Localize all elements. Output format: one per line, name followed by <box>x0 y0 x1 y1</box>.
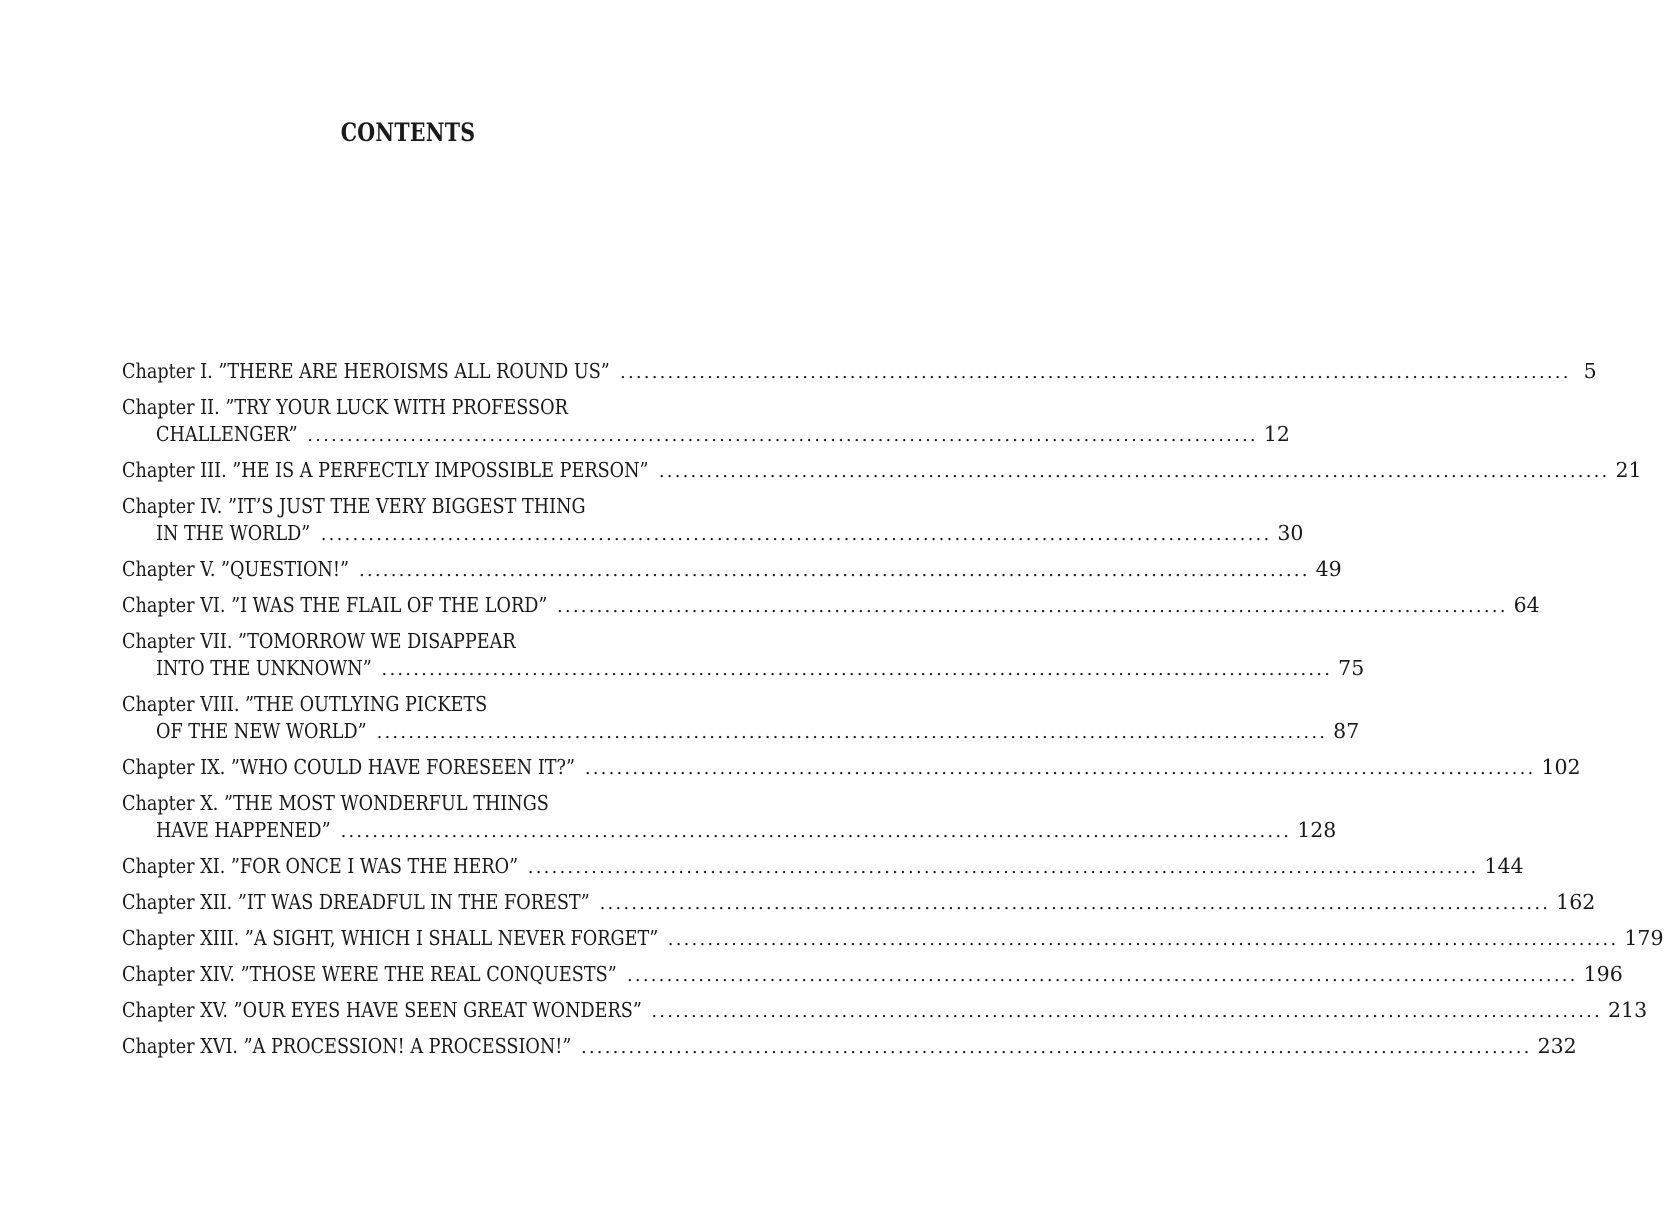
page-number: 102 <box>1541 755 1581 779</box>
chapter-title: Chapter XII. ”IT WAS DREADFUL IN THE FOREST” <box>122 890 590 914</box>
toc-entry[interactable] <box>122 592 1540 619</box>
dot-leader: ........................................................................................................................ <box>584 758 1536 779</box>
dot-leader: ........................................................................................................................ <box>376 722 1328 743</box>
toc-title-line <box>122 961 1623 988</box>
toc-title-line <box>122 925 1664 952</box>
chapter-title-continued: OF THE NEW WORLD” <box>156 719 367 743</box>
page-number: 49 <box>1315 557 1342 581</box>
toc-title-continuation <box>122 718 1360 745</box>
toc-title-line <box>122 394 696 421</box>
toc-title-line <box>122 628 696 655</box>
toc-title-line <box>122 493 696 520</box>
toc-title-continuation <box>122 817 1337 844</box>
page-number: 162 <box>1556 890 1596 914</box>
toc-title-line <box>122 691 696 718</box>
chapter-title: Chapter I. ”THERE ARE HEROISMS ALL ROUND US” <box>122 359 610 383</box>
toc-title-line <box>122 853 1524 880</box>
toc-entry[interactable] <box>122 556 1342 583</box>
toc-title-continuation <box>122 520 1304 547</box>
chapter-title: Chapter XVI. ”A PROCESSION! A PROCESSION!” <box>122 1034 572 1058</box>
chapter-title: Chapter IV. ”IT’S JUST THE VERY BIGGEST THING <box>122 494 586 518</box>
page-number: 75 <box>1338 656 1365 680</box>
toc-entry[interactable] <box>122 691 1360 745</box>
toc-entry[interactable] <box>122 394 1290 448</box>
toc-title-line <box>122 556 1342 583</box>
page-number: 128 <box>1297 818 1337 842</box>
dot-leader: ........................................................................................................................ <box>320 524 1272 545</box>
chapter-title: Chapter VII. ”TOMORROW WE DISAPPEAR <box>122 629 516 653</box>
toc-title-line <box>122 457 1642 484</box>
toc-entry[interactable] <box>122 457 1642 484</box>
toc-entry[interactable] <box>122 358 1597 385</box>
page-number: 232 <box>1537 1034 1577 1058</box>
table-of-contents <box>122 358 1664 1069</box>
page-title: CONTENTS <box>340 117 476 147</box>
dot-leader: ........................................................................................................................ <box>527 857 1479 878</box>
dot-leader: ........................................................................................................................ <box>359 560 1310 581</box>
chapter-title: Chapter XI. ”FOR ONCE I WAS THE HERO” <box>122 854 519 878</box>
toc-entry[interactable] <box>122 997 1648 1024</box>
toc-title-line <box>122 889 1596 916</box>
toc-entry[interactable] <box>122 853 1524 880</box>
toc-entry[interactable] <box>122 754 1581 781</box>
page-number: 144 <box>1484 854 1524 878</box>
dot-leader: ........................................................................................................................ <box>340 821 1292 842</box>
toc-title-line <box>122 790 696 817</box>
toc-entry[interactable] <box>122 889 1596 916</box>
page-number: 87 <box>1333 719 1360 743</box>
chapter-title-continued: INTO THE UNKNOWN” <box>156 656 372 680</box>
chapter-title: Chapter XV. ”OUR EYES HAVE SEEN GREAT WONDERS” <box>122 998 642 1022</box>
toc-entry[interactable] <box>122 925 1664 952</box>
chapter-title: Chapter III. ”HE IS A PERFECTLY IMPOSSIBLE PERSON” <box>122 458 649 482</box>
chapter-title-continued: IN THE WORLD” <box>156 521 311 545</box>
chapter-title: Chapter X. ”THE MOST WONDERFUL THINGS <box>122 791 549 815</box>
page-number: 64 <box>1513 593 1540 617</box>
toc-title-line <box>122 997 1648 1024</box>
chapter-title: Chapter VI. ”I WAS THE FLAIL OF THE LORD” <box>122 593 548 617</box>
dot-leader: ........................................................................................................................ <box>557 596 1508 617</box>
dot-leader: ........................................................................................................................ <box>651 1001 1602 1022</box>
chapter-title: Chapter XIII. ”A SIGHT, WHICH I SHALL NEVER FORGET” <box>122 926 659 950</box>
toc-entry[interactable] <box>122 790 1337 844</box>
page-number: 12 <box>1263 422 1290 446</box>
chapter-title-continued: CHALLENGER” <box>156 422 298 446</box>
toc-title-line <box>122 1033 1577 1060</box>
dot-leader: ........................................................................................................................ <box>381 659 1333 680</box>
dot-leader: ........................................................................................................................ <box>658 461 1610 482</box>
dot-leader: ........................................................................................................................ <box>599 893 1551 914</box>
chapter-title: Chapter XIV. ”THOSE WERE THE REAL CONQUESTS” <box>122 962 617 986</box>
page-number: 5 <box>1583 359 1597 383</box>
toc-entry[interactable] <box>122 493 1304 547</box>
page-number: 30 <box>1277 521 1304 545</box>
dot-leader: ........................................................................................................................ <box>307 425 1258 446</box>
toc-title-line <box>122 592 1540 619</box>
page-number: 21 <box>1615 458 1642 482</box>
page-number: 196 <box>1583 962 1623 986</box>
toc-title-continuation <box>122 421 1290 448</box>
toc-title-line <box>122 358 1597 385</box>
chapter-title: Chapter VIII. ”THE OUTLYING PICKETS <box>122 692 488 716</box>
chapter-title: Chapter V. ”QUESTION!” <box>122 557 350 581</box>
toc-title-line <box>122 754 1581 781</box>
dot-leader: ........................................................................................................................ <box>620 362 1571 383</box>
dot-leader: ........................................................................................................................ <box>627 965 1578 986</box>
page-number: 179 <box>1624 926 1664 950</box>
chapter-title: Chapter IX. ”WHO COULD HAVE FORESEEN IT?” <box>122 755 576 779</box>
chapter-title-continued: HAVE HAPPENED” <box>156 818 331 842</box>
dot-leader: ........................................................................................................................ <box>667 929 1619 950</box>
chapter-title: Chapter II. ”TRY YOUR LUCK WITH PROFESSOR <box>122 395 568 419</box>
toc-entry[interactable] <box>122 1033 1577 1060</box>
dot-leader: ........................................................................................................................ <box>580 1037 1532 1058</box>
toc-entry[interactable] <box>122 961 1623 988</box>
toc-entry[interactable] <box>122 628 1365 682</box>
toc-title-continuation <box>122 655 1365 682</box>
page-number: 213 <box>1607 998 1648 1022</box>
